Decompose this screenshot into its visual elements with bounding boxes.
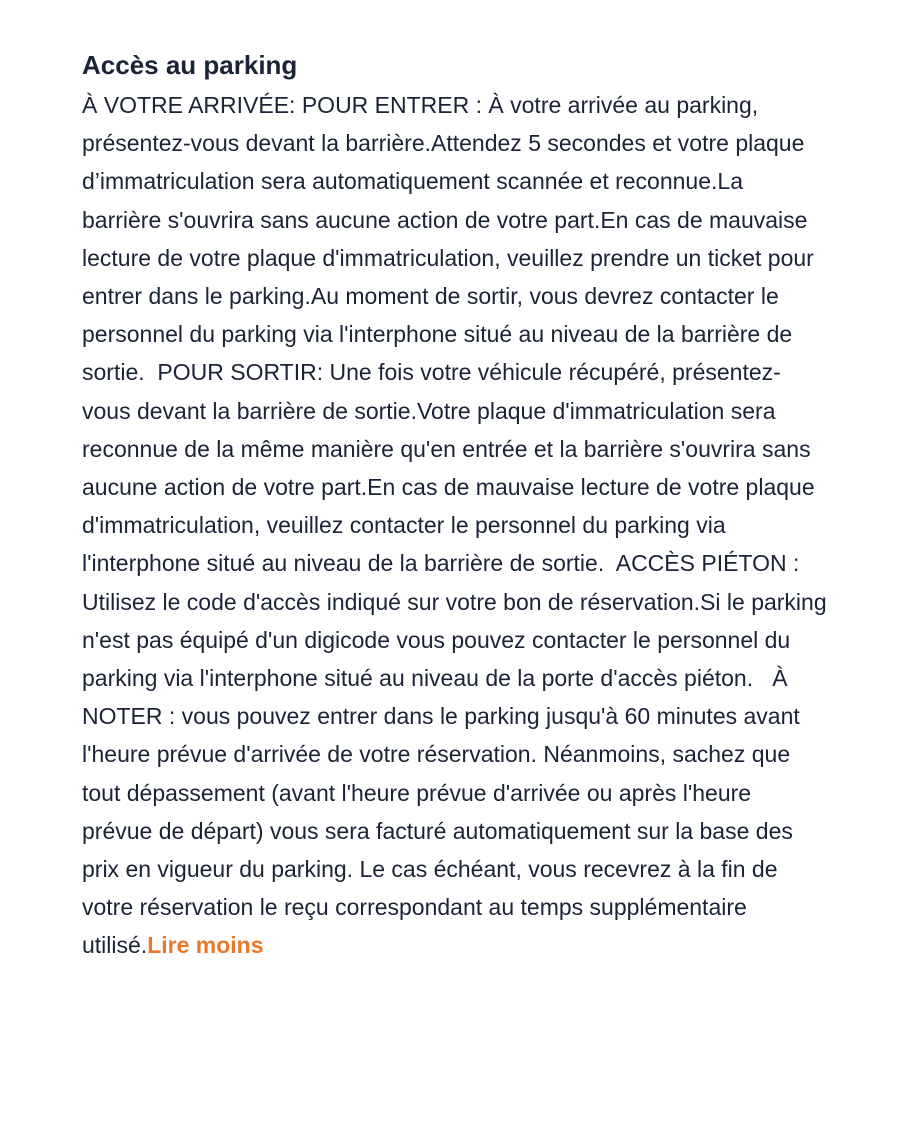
read-less-link[interactable]: Lire moins — [147, 932, 264, 959]
parking-access-section — [82, 44, 834, 965]
section-title: Accès au parking — [82, 50, 298, 80]
parking-access-description — [82, 86, 834, 965]
description-text: À VOTRE ARRIVÉE: POUR ENTRER : À votre arrivée au parking, présentez-vous devant la barrière.Attendez 5 secondes et votre plaque d’immatriculation sera automatiquement scannée et reconnue.La barrière s'ouvrira sans aucune action de votre part.En cas de mauvaise lecture de votre plaque d'immatriculation, veuillez prendre un ticket pour entrer dans le parking.Au moment de sortir, vous devrez contacter le personnel du parking via l'interphone situé au niveau de la barrière de sortie. POUR SORTIR: Une fois votre véhicule récupéré, présentez-vous devant la barrière de sortie.Votre plaque d'immatriculation sera reconnue de la même manière qu'en entrée et la barrière s'ouvrira sans aucune action de votre part.En cas de mauvaise lecture de votre plaque d'immatriculation, veuillez contacter le personnel du parking via l'interphone situé au niveau de la barrière de sortie. ACCÈS PIÉTON : Utilisez le code d'accès indiqué sur votre bon de réservation.Si le parking n'est pas équipé d'un digicode vous pouvez contacter le personnel du parking via l'interphone situé au niveau de la porte d'accès piéton. À NOTER : vous pouvez entrer dans le parking jusqu'à 60 minutes avant l'heure prévue d'arrivée de votre réservation. Néanmoins, sachez que tout dépassement (avant l'heure prévue d'arrivée ou après l'heure prévue de départ) vous sera facturé automatiquement sur la base des prix en vigueur du parking. Le cas échéant, vous recevrez à la fin de votre réservation le reçu correspondant au temps supplémentaire utilisé. — [82, 92, 834, 959]
